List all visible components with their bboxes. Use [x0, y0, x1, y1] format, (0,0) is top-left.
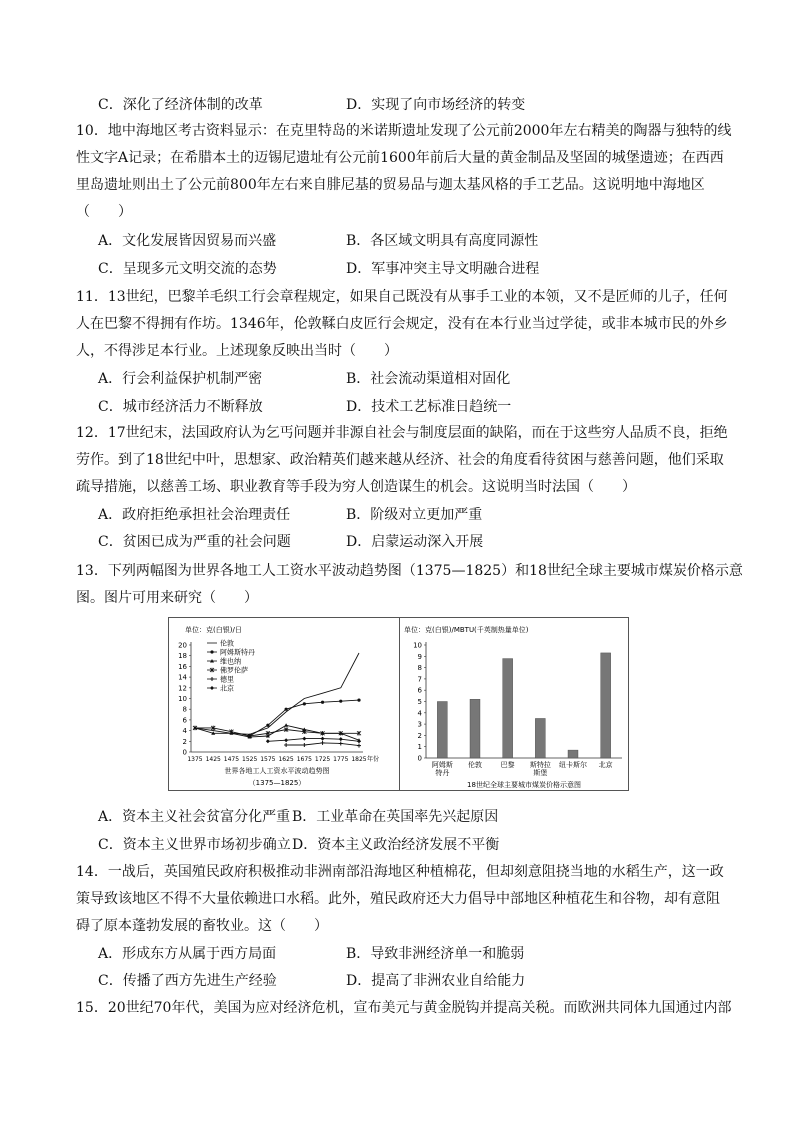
q11-option-c[interactable]: C．城市经济活力不断释放 [98, 399, 263, 415]
wage-y-tick-label: 18 [178, 652, 187, 661]
coal-bar-chart [400, 618, 629, 790]
q13-option-d[interactable]: D．资本主义政治经济发展不平衡 [292, 837, 500, 853]
q14-stem-line1: 14．一战后，英国殖民政府积极推动非洲南部沿海地区种植棉花，但却刻意阻挠当地的水稻生产，这一政 [76, 864, 724, 880]
q12-option-c[interactable]: C．贫困已成为严重的社会问题 [98, 534, 291, 550]
coal-bar [568, 750, 578, 758]
q10-option-c[interactable]: C．呈现多元文明交流的态势 [98, 261, 277, 277]
q12-stem-line1: 12．17世纪末，法国政府认为乞丐问题并非源自社会与制度层面的缺陷，而在于这些穷人品质不良，拒绝 [76, 425, 728, 441]
wage-line-chart [169, 618, 395, 790]
coal-chart-ylabel: 单位：克(白银)/MBTU(千英制热量单位) [404, 626, 529, 634]
wage-x-axis-label: 年份 [366, 756, 380, 763]
coal-x-tick-label: 北京 [598, 761, 613, 769]
wage-point [210, 686, 214, 690]
wage-point [321, 701, 324, 704]
wage-x-tick-label: 1375 [187, 756, 203, 763]
wage-point [284, 743, 288, 747]
q11-option-b[interactable]: B．社会流动渠道相对固化 [346, 371, 511, 387]
wage-legend-label: 佛罗伦萨 [220, 666, 248, 675]
coal-bar [470, 699, 480, 758]
q11-stem-line2: 人在巴黎不得拥有作坊。1346年，伦敦鞣白皮匠行会规定，没有在本行业当过学徒，或非本城市民的外乡 [76, 316, 728, 332]
q10-option-b[interactable]: B．各区域文明具有高度同源性 [346, 233, 539, 249]
wage-series-line-2 [195, 725, 359, 740]
wage-x-tick-label: 1425 [205, 756, 221, 763]
wage-legend-label: 德里 [220, 675, 234, 684]
wage-y-tick-label: 6 [182, 716, 187, 725]
wage-x-tick-label: 1825 [351, 756, 367, 763]
q9-option-d[interactable]: D．实现了向市场经济的转变 [346, 97, 526, 113]
q10-stem-line3: 里岛遗址则出土了公元前800年左右来自腓尼基的贸易品与迦太基风格的手工艺品。这说明地中海地区 [76, 177, 705, 193]
wage-y-tick-label: 2 [182, 737, 187, 746]
q13-figure [168, 617, 629, 791]
coal-y-tick-label: 6 [417, 686, 422, 695]
wage-x-tick-label: 1675 [296, 756, 312, 763]
q15-stem-line1: 15．20世纪70年代，美国为应对经济危机，宣布美元与黄金脱钩并提高关税。而欧洲共同体九国通过内部 [76, 1000, 732, 1016]
wage-point [357, 699, 360, 702]
coal-x-tick-label: 特丹 [435, 769, 450, 777]
coal-bar [437, 702, 447, 759]
coal-y-tick-label: 4 [417, 709, 422, 718]
q14-stem-line2: 策导致该地区不得不大量依赖进口水稻。此外，殖民政府还大力倡导中部地区种植花生和谷物，却有意阻 [76, 891, 720, 907]
coal-x-tick-label: 巴黎 [500, 761, 515, 769]
wage-x-tick-label: 1725 [314, 756, 331, 763]
wage-legend-label: 阿姆斯特丹 [220, 648, 255, 657]
wage-point [303, 702, 306, 705]
coal-y-tick-label: 7 [417, 675, 422, 684]
wage-chart-ylabel: 单位：克(白银)/日 [185, 626, 242, 634]
coal-x-tick-label: 斯堡 [533, 769, 548, 777]
wage-x-tick-label: 1775 [333, 756, 349, 763]
wage-point [339, 741, 343, 745]
q10-stem-line1: 10．地中海地区考古资料显示：在克里特岛的米诺斯遗址发现了公元前2000年左右精美的陶器与独特的线 [76, 123, 732, 139]
wage-chart-panel [169, 618, 395, 790]
q11-option-d[interactable]: D．技术工艺标准日趋统一 [346, 399, 512, 415]
coal-chart-panel [399, 618, 629, 790]
q14-option-b[interactable]: B．导致非洲经济单一和脆弱 [346, 946, 525, 962]
coal-y-tick-label: 9 [417, 652, 422, 661]
wage-point [285, 708, 288, 711]
coal-y-tick-label: 10 [413, 641, 422, 650]
q14-option-a[interactable]: A．形成东方从属于西方局面 [98, 946, 277, 962]
q12-stem-line3: 疏导措施，以慈善工场、职业教育等手段为穷人创造谋生的机会。这说明当时法国（ ） [76, 479, 636, 495]
q10-option-a[interactable]: A．文化发展皆因贸易而兴盛 [98, 233, 277, 249]
coal-chart-title: 18世纪全球主要城市煤炭价格示意图 [467, 781, 581, 789]
wage-point [266, 724, 269, 727]
coal-bar [503, 659, 513, 758]
q13-option-c[interactable]: C．资本主义世界市场初步确立 [98, 837, 291, 853]
wage-point [210, 677, 214, 681]
q9-option-c[interactable]: C．深化了经济体制的改革 [98, 97, 263, 113]
wage-point [284, 738, 288, 742]
wage-x-tick-label: 1525 [242, 756, 258, 763]
q12-option-b[interactable]: B．阶级对立更加严重 [346, 507, 483, 523]
q14-option-c[interactable]: C．传播了西方先进生产经验 [98, 973, 277, 989]
wage-y-tick-label: 10 [178, 695, 187, 703]
q11-stem-line3: 人，不得涉足本行业。上述现象反映出当时（ ） [76, 343, 398, 359]
wage-x-tick-label: 1475 [223, 756, 240, 763]
wage-y-tick-label: 14 [178, 673, 187, 682]
coal-x-tick-label: 伦敦 [468, 761, 482, 769]
q13-stem-line1: 13．下列两幅图为世界各地工人工资水平波动趋势图（1375—1825）和18世纪全球主要城市煤炭价格示意 [76, 563, 743, 579]
q12-option-a[interactable]: A．政府拒绝承担社会治理责任 [98, 507, 291, 523]
q13-option-b[interactable]: B．工业革命在英国率先兴起原因 [292, 809, 499, 825]
q13-option-a[interactable]: A．资本主义社会贫富分化严重 [98, 809, 291, 825]
coal-x-tick-label: 纽卡斯尔 [559, 761, 587, 769]
wage-point [339, 700, 342, 703]
wage-point [302, 737, 306, 741]
coal-y-tick-label: 1 [417, 743, 422, 752]
wage-chart-title: 世界各地工人工资水平波动趋势图 [224, 767, 330, 775]
wage-point [339, 737, 343, 741]
q10-stem-line4: （ ） [76, 204, 132, 220]
wage-point [210, 650, 213, 653]
q12-stem-line2: 劳作。到了18世纪中叶，思想家、政治精英们越来越从经济、社会的角度看待贫困与慈善问题，他们采取 [76, 452, 724, 468]
coal-y-tick-label: 0 [417, 754, 422, 763]
coal-y-tick-label: 3 [417, 720, 422, 729]
wage-legend-label: 维也纳 [220, 657, 241, 666]
q14-stem-line3: 碍了原本蓬勃发展的畜牧业。这（ ） [76, 918, 328, 934]
q14-option-d[interactable]: D．提高了非洲农业自给能力 [346, 973, 526, 989]
wage-y-tick-label: 4 [182, 727, 187, 736]
wage-y-tick-label: 16 [178, 662, 187, 671]
coal-bar [535, 718, 545, 758]
wage-x-tick-label: 1575 [260, 756, 276, 763]
q13-stem-line2: 图。图片可用来研究（ ） [76, 590, 258, 606]
coal-x-tick-label: 斯特拉 [529, 761, 551, 769]
wage-chart-subtitle: （1375—1825） [248, 779, 306, 787]
q12-option-d[interactable]: D．启蒙运动深入开展 [346, 534, 484, 550]
wage-legend-label: 北京 [220, 684, 234, 693]
q11-option-a[interactable]: A．行会利益保护机制严密 [98, 371, 263, 387]
wage-point [357, 744, 361, 748]
coal-y-tick-label: 8 [417, 664, 422, 673]
wage-point [266, 739, 270, 743]
q11-stem-line1: 11．13世纪，巴黎羊毛织工行会章程规定，如果自己既没有从事手工业的本领，又不是匠师的儿子，任何 [76, 289, 728, 305]
wage-x-tick-label: 1625 [278, 756, 294, 763]
wage-series-line-5 [268, 739, 359, 742]
wage-y-tick-label: 8 [182, 705, 187, 714]
q10-stem-line2: 性文字A记录；在希腊本土的迈锡尼遗址有公元前1600年前后大量的黄金制品及坚固的城堡遗迹；在西西 [76, 150, 724, 166]
coal-y-tick-label: 2 [417, 731, 422, 740]
coal-x-tick-label: 阿姆斯 [431, 761, 453, 769]
coal-bar [601, 653, 611, 758]
wage-point [302, 743, 306, 747]
wage-point [321, 741, 325, 745]
wage-legend-label: 伦敦 [220, 639, 234, 648]
q10-option-d[interactable]: D．军事冲突主导文明融合进程 [346, 261, 540, 277]
wage-y-tick-label: 0 [182, 748, 187, 757]
wage-y-tick-label: 12 [178, 684, 187, 693]
wage-y-tick-label: 20 [178, 641, 187, 650]
coal-y-tick-label: 5 [417, 698, 422, 706]
wage-point [284, 723, 288, 727]
wage-point [321, 737, 325, 741]
